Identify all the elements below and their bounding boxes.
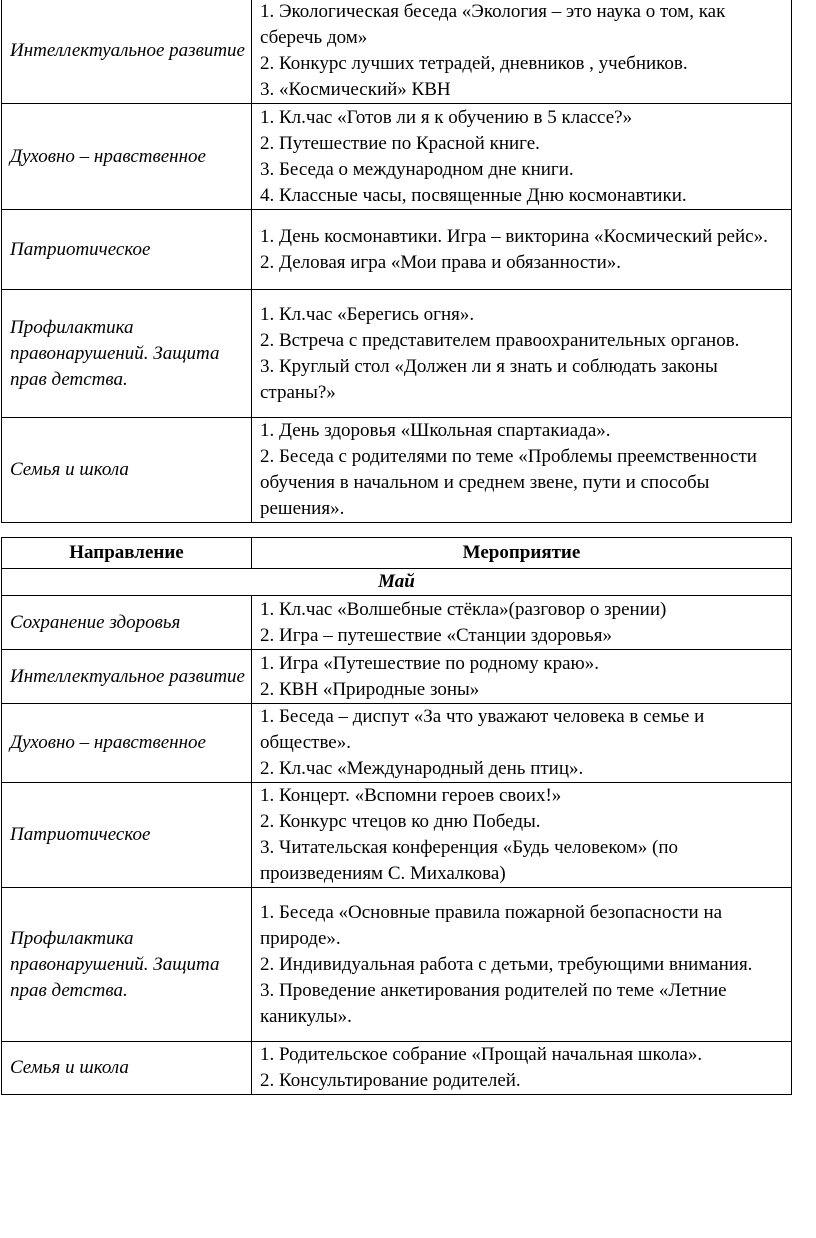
direction-cell: Профилактика правонарушений. Защита прав детства. [2, 888, 252, 1042]
event-item: 1. Экологическая беседа «Экология – это наука о том, как сберечь дом» [260, 0, 726, 48]
event-item: 2. Игра – путешествие «Станции здоровья» [260, 624, 612, 646]
event-item: 2. Встреча с представителем правоохранительных органов. [260, 329, 740, 351]
event-item: 2. КВН «Природные зоны» [260, 678, 480, 700]
event-item: 1. Беседа «Основные правила пожарной безопасности на природе». [260, 901, 723, 949]
event-item: 3. «Космический» КВН [260, 78, 451, 100]
activities-table-top [1, 0, 792, 523]
direction-cell: Патриотическое [2, 783, 252, 888]
table-row [2, 1042, 792, 1095]
events-cell [252, 210, 792, 290]
direction-cell: Духовно – нравственное [2, 104, 252, 210]
month-label: Май [2, 569, 792, 596]
direction-cell: Профилактика правонарушений. Защита прав детства. [2, 290, 252, 418]
event-item: 3. Круглый стол «Должен ли я знать и соблюдать законы страны?» [260, 355, 718, 403]
table-row [2, 418, 792, 523]
event-item: 2. Путешествие по Красной книге. [260, 132, 540, 154]
events-cell [252, 1042, 792, 1095]
direction-cell: Патриотическое [2, 210, 252, 290]
event-item: 3. Проведение анкетирования родителей по теме «Летние каникулы». [260, 979, 727, 1027]
event-item: 1. День здоровья «Школьная спартакиада». [260, 420, 611, 441]
event-item: 1. Концерт. «Вспомни героев своих!» [260, 785, 562, 806]
event-item: 4. Классные часы, посвященные Дню космонавтики. [260, 184, 687, 206]
table-row [2, 0, 792, 104]
event-item: 1. Кл.час «Берегись огня». [260, 303, 475, 325]
column-header-events: Мероприятие [252, 538, 792, 569]
event-item: 3. Читательская конференция «Будь человеком» (по произведениям С. Михалкова) [260, 837, 679, 884]
table-row [2, 596, 792, 650]
event-item: 1. Родительское собрание «Прощай начальная школа». [260, 1044, 703, 1065]
table-row [2, 704, 792, 783]
direction-cell: Интеллектуальное развитие [2, 650, 252, 704]
direction-cell: Духовно – нравственное [2, 704, 252, 783]
table-row [2, 290, 792, 418]
event-item: 1. Игра «Путешествие по родному краю». [260, 652, 599, 674]
event-item: 1. Беседа – диспут «За что уважают человека в семье и обществе». [260, 706, 705, 753]
direction-cell: Семья и школа [2, 418, 252, 523]
events-cell [252, 783, 792, 888]
event-item: 3. Беседа о международном дне книги. [260, 158, 574, 180]
event-item: 2. Беседа с родителями по теме «Проблемы преемственности обучения в начальном и среднем звене, пути и способы решения». [260, 446, 757, 519]
column-header-direction: Направление [2, 538, 252, 569]
event-item: 1. День космонавтики. Игра – викторина «Космический рейс». [260, 225, 768, 247]
event-item: 2. Конкурс чтецов ко дню Победы. [260, 811, 541, 832]
direction-cell: Семья и школа [2, 1042, 252, 1095]
table-row [2, 783, 792, 888]
direction-cell: Сохранение здоровья [2, 596, 252, 650]
event-item: 2. Деловая игра «Мои права и обязанности». [260, 251, 621, 273]
events-cell [252, 650, 792, 704]
events-cell [252, 418, 792, 523]
event-item: 2. Консультирование родителей. [260, 1070, 521, 1091]
event-item: 2. Кл.час «Международный день птиц». [260, 758, 584, 779]
table-row [2, 104, 792, 210]
events-cell [252, 596, 792, 650]
table-row [2, 650, 792, 704]
events-cell [252, 704, 792, 783]
activities-table-may [1, 537, 792, 1095]
month-row [2, 569, 792, 596]
table-header-row [2, 538, 792, 569]
event-item: 2. Индивидуальная работа с детьми, требующими внимания. [260, 953, 753, 975]
events-cell [252, 0, 792, 104]
events-cell [252, 888, 792, 1042]
table-row [2, 888, 792, 1042]
event-item: 1. Кл.час «Волшебные стёкла»(разговор о зрении) [260, 598, 667, 620]
events-cell [252, 104, 792, 210]
event-item: 2. Конкурс лучших тетрадей, дневников , учебников. [260, 52, 688, 74]
events-cell [252, 290, 792, 418]
direction-cell: Интеллектуальное развитие [2, 0, 252, 104]
table-row [2, 210, 792, 290]
event-item: 1. Кл.час «Готов ли я к обучению в 5 классе?» [260, 106, 633, 128]
